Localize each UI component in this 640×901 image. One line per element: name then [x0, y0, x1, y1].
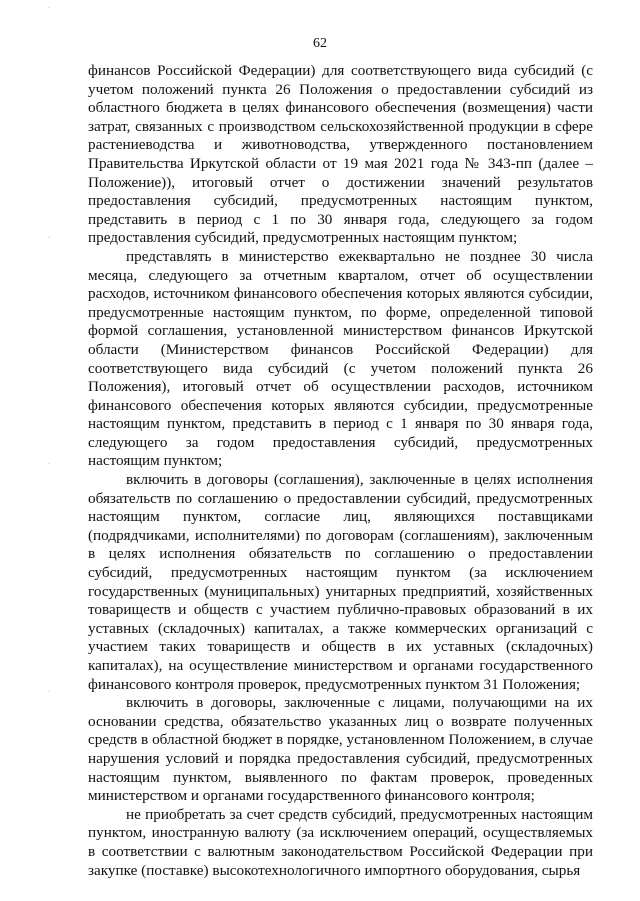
scan-mark: ·: [48, 5, 50, 11]
scan-mark: ·: [48, 235, 50, 241]
paragraph: представлять в министерство ежеквартально не позднее 30 числа месяца, следующего за отчетным кварталом, отчет об осуществлении расходов, источником финансового обеспечения которых являются субсидии, предусмотренные настоящим пунктом, по форме, определенной типовой формой соглашения, установленной министерством финансов Иркутской области (Министерством финансов Российской Федерации) для соответствующего вида субсидий (с учетом положений пункта 26 Положения), итоговый отчет об осуществлении расходов, источником финансового обеспечения которых являются субсидии, предусмотренные настоящим пунктом, представить в период с 1 января по 30 января года, следующего за годом предоставления субсидий, предусмотренных настоящим пунктом;: [88, 247, 593, 470]
paragraph: не приобретать за счет средств субсидий, предусмотренных настоящим пунктом, иностранную валюту (за исключением операций, осуществляемых в соответствии с валютным законодательством Российской Федерации при закупке (поставке) высокотехнологичного импортного оборудования, сырья: [88, 805, 593, 879]
scan-mark: ·: [48, 689, 50, 695]
page-number: 62: [313, 36, 327, 51]
paragraph: финансов Российской Федерации) для соответствующего вида субсидий (с учетом положений пункта 26 Положения о предоставлении субсидий из областного бюджета в целях финансового обеспечения (возмещения) части затрат, связанных с производством сельскохозяйственной продукции в сфере растениеводства и животноводства, утвержденного постановлением Правительства Иркутской области от 19 мая 2021 года № 343-пп (далее – Положение)), итоговый отчет о достижении значений результатов предоставления субсидий, предусмотренных настоящим пунктом, представить в период с 1 по 30 января года, следующего за годом предоставления субсидий, предусмотренных настоящим пунктом;: [88, 62, 593, 247]
body-text: [88, 62, 593, 880]
scan-mark: ·: [48, 461, 50, 467]
paragraph: включить в договоры (соглашения), заключенные в целях исполнения обязательств по соглашению о предоставлении субсидий, предусмотренных настоящим пунктом, согласие лиц, являющихся поставщиками (подрядчиками, исполнителями) по договорам (соглашениям), заключенным в целях исполнения обязательств по соглашению о предоставлении субсидий, предусмотренных настоящим пунктом (за исключением государственных (муниципальных) унитарных предприятий, хозяйственных товариществ и обществ с участием публично-правовых образований в их уставных (складочных) капиталах, а также коммерческих организаций с участием таких товариществ и обществ в их уставных (складочных) капиталах), на осуществление министерством и органами государственного финансового контроля проверок, предусмотренных пунктом 31 Положения;: [88, 471, 593, 693]
paragraph: включить в договоры, заключенные с лицами, получающими на их основании средства, обязательство указанных лиц о возврате полученных средств в областной бюджет в порядке, установленном Положением, в случае нарушения условий и порядка предоставления субсидий, предусмотренных настоящим пунктом, выявленного по фактам проверок, проведенных министерством и органами государственного финансового контроля;: [88, 694, 593, 805]
